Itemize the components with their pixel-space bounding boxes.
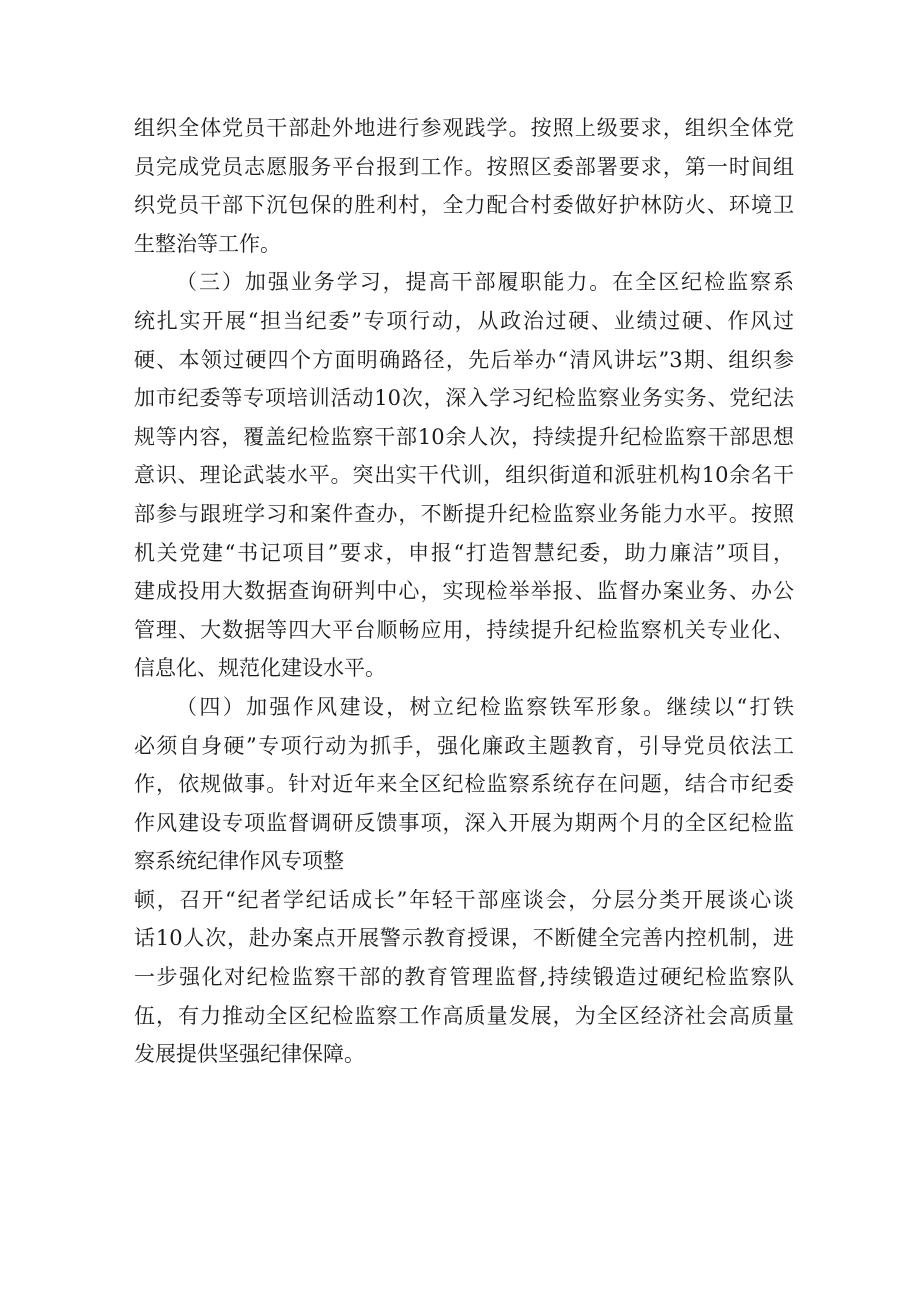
text-line: 顿，召开“纪者学纪话成长”年轻干部座谈会，分层分类开展谈心谈 [134,887,794,912]
paragraph-2 [134,263,794,688]
text-line: 员完成党员志愿服务平台报到工作。按照区委部署要求，第一时间组 [134,154,794,179]
text-line: 话10人次，赴办案点开展警示教育授课，不断健全完善内控机制，进 [134,926,794,951]
paragraph-1 [134,109,794,263]
text-line: 机关党建“书记项目”要求，申报“打造智慧纪委，助力廉洁”项目， [134,540,794,565]
text-line: 织党员干部下沉包保的胜利村，全力配合村委做好护林防火、环境卫 [134,193,794,218]
text-line: （四）加强作风建设，树立纪检监察铁军形象。继续以“打铁 [176,694,794,719]
text-line: 部参与跟班学习和案件查办，不断提升纪检监察业务能力水平。按照 [134,501,794,526]
text-line: 管理、大数据等四大平台顺畅应用，持续提升纪检监察机关专业化、 [134,617,794,642]
text-line: 一步强化对纪检监察干部的教育管理监督,持续锻造过硬纪检监察队 [134,965,794,990]
text-line: 发展提供坚强纪律保障。 [134,1042,365,1067]
text-line: 加市纪委等专项培训活动10次，深入学习纪检监察业务实务、党纪法 [134,386,794,411]
paragraph-3 [134,688,794,881]
text-line: 信息化、规范化建设水平。 [134,656,386,681]
text-line: 作，依规做事。针对近年来全区纪检监察系统存在问题，结合市纪委 [134,772,794,797]
paragraph-4 [134,881,794,1074]
text-line: 组织全体党员干部赴外地进行参观践学。按照上级要求，组织全体党 [134,116,794,140]
text-line: 必须自身硬”专项行动为抓手，强化廉政主题教育，引导党员依法工 [134,733,794,758]
text-line: 建成投用大数据查询研判中心，实现检举举报、监督办案业务、办公 [134,579,794,604]
text-line: 察系统纪律作风专项整 [134,849,344,874]
body-text [134,109,794,1074]
text-line: 规等内容，覆盖纪检监察干部10余人次，持续提升纪检监察干部思想 [134,424,794,449]
text-line: 生整治等工作。 [134,231,281,256]
text-line: 意识、理论武装水平。突出实干代训，组织街道和派驻机构10余名干 [134,463,794,488]
text-line: 硬、本领过硬四个方面明确路径，先后举办“清风讲坛”3期、组织参 [134,347,794,372]
text-line: 统扎实开展“担当纪委”专项行动，从政治过硬、业绩过硬、作风过 [134,308,794,333]
text-line: 伍，有力推动全区纪检监察工作高质量发展，为全区经济社会高质量 [134,1003,794,1028]
text-line: 作风建设专项监督调研反馈事项，深入开展为期两个月的全区纪检监 [134,810,794,835]
text-line: （三）加强业务学习，提高干部履职能力。在全区纪检监察系 [176,270,794,295]
